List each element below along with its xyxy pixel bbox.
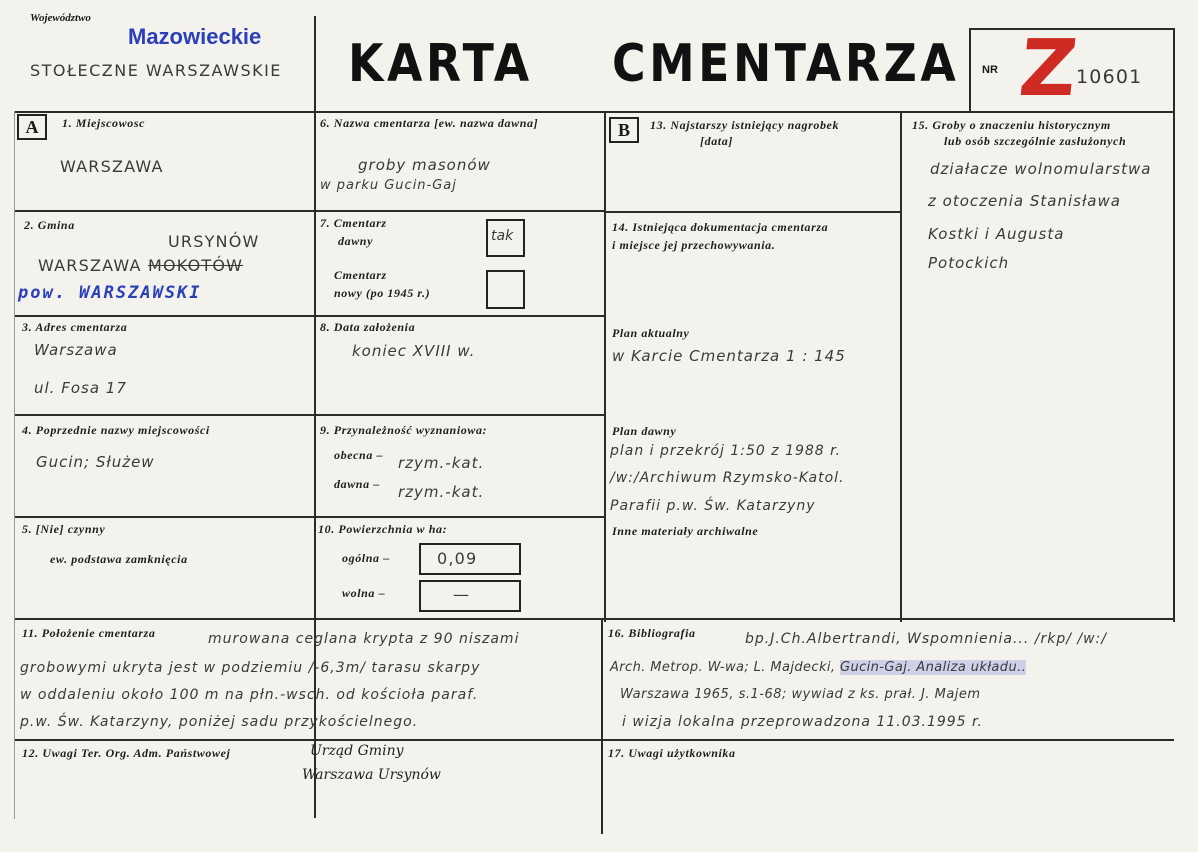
field-12-line2: Warszawa Ursynów (302, 767, 441, 783)
field-7-label: 7. Cmentarz (320, 216, 387, 230)
field-6-label: 6. Nazwa cmentarza [ew. nazwa dawna] (320, 116, 539, 130)
field-16-line2b: Gucin-Gaj. Analiza układu.. (839, 660, 1027, 675)
field-16-line2a: Arch. Metrop. W-wa; L. Majdecki, (610, 660, 840, 675)
plan-old-line3: Parafii p.w. Św. Katarzyny (610, 498, 816, 514)
field-16-line3: Warszawa 1965, s.1-68; wywiad z ks. prał. J. Majem (620, 687, 981, 702)
field-3-line2: ul. Fosa 17 (34, 379, 127, 397)
voivodeship-stamp: Mazowieckie (128, 24, 262, 49)
field-1-value: WARSZAWA (60, 157, 164, 176)
plan-current-label: Plan aktualny (612, 326, 690, 340)
nr-label: NR (982, 64, 998, 76)
total-area-box (419, 543, 521, 575)
field-7-new-label2: nowy (po 1945 r.) (334, 286, 431, 300)
field-10-total-label: ogólna – (342, 551, 390, 565)
field-15-line4: Potockich (928, 254, 1010, 272)
field-17-label: 17. Uwagi użytkownika (608, 746, 736, 760)
field-9-former-value: rzym.-kat. (398, 483, 485, 501)
field-5-sub: ew. podstawa zamknięcia (50, 552, 188, 566)
new-cemetery-checkbox (486, 270, 525, 309)
field-10-free-value: — (453, 585, 471, 604)
field-8-value: koniec XVIII w. (352, 342, 476, 360)
field-15-label: 15. Groby o znaczeniu historycznym (912, 118, 1111, 132)
field-12-line1: Urząd Gminy (310, 743, 404, 759)
old-cemetery-value: tak (491, 228, 514, 244)
field-9-current-value: rzym.-kat. (398, 454, 485, 472)
field-10-total-value: 0,09 (437, 549, 478, 568)
free-area-box (419, 580, 521, 612)
nr-letter: Z (1015, 24, 1082, 114)
plan-old-line2: /w:/Archiwum Rzymsko-Katol. (610, 470, 845, 486)
title-word-cmentarza: CMENTARZA (612, 34, 960, 94)
plan-old-line1: plan i przekrój 1:50 z 1988 r. (610, 443, 842, 459)
field-12-label: 12. Uwagi Ter. Org. Adm. Państwowej (22, 746, 231, 760)
field-8-label: 8. Data założenia (320, 320, 416, 334)
field-11-line1: murowana ceglana krypta z 90 niszami (208, 631, 520, 647)
nr-value: 10601 (1076, 66, 1143, 88)
title-word-karta: KARTA (348, 34, 533, 94)
field-9-former-label: dawna – (334, 477, 380, 491)
field-11-line2: grobowymi ukryta jest w podziemiu /-6,3m/ tarasu skarpy (20, 660, 481, 676)
field-4-value: Gucin; Służew (36, 453, 155, 471)
field-1-label: 1. Miejscowosc (62, 116, 146, 130)
field-6-line2: w parku Gucin-Gaj (320, 178, 457, 193)
field-15-line2: z otoczenia Stanisława (928, 192, 1121, 210)
field-2-value-struck: MOKOTÓW (147, 256, 244, 275)
voivodeship-old: STOŁECZNE WARSZAWSKIE (30, 61, 282, 80)
field-2-label: 2. Gmina (24, 218, 75, 232)
field-16-line1: bp.J.Ch.Albertrandi, Wspomnienia... /rkp/ /w:/ (745, 631, 1107, 647)
field-3-label: 3. Adres cmentarza (22, 320, 128, 334)
section-b-letter: B (609, 117, 639, 143)
field-2-stamp: pow. WARSZAWSKI (18, 283, 202, 303)
field-15-line1: działacze wolnomularstwa (930, 160, 1152, 178)
field-16-label: 16. Bibliografia (608, 626, 696, 640)
other-materials-label: Inne materiały archiwalne (612, 524, 759, 538)
field-13-label: 13. Najstarszy istniejący nagrobek (650, 118, 840, 132)
field-16-line4: i wizja lokalna przeprowadzona 11.03.1995 r. (622, 714, 983, 730)
field-7-label2: dawny (338, 234, 374, 248)
field-2-correction: URSYNÓW (168, 232, 260, 251)
field-5-label: 5. [Nie] czynny (22, 522, 106, 536)
field-10-label: 10. Powierzchnia w ha: (318, 522, 448, 536)
field-11-label: 11. Położenie cmentarza (22, 626, 156, 640)
field-15-line3: Kostki i Augusta (928, 225, 1065, 243)
field-9-label: 9. Przynależność wyznaniowa: (320, 423, 488, 437)
field-15-label2: lub osób szczególnie zasłużonych (944, 134, 1127, 148)
field-4-label: 4. Poprzednie nazwy miejscowości (22, 423, 210, 437)
field-16-line2 (610, 660, 1026, 675)
field-6-line1: groby masonów (358, 156, 491, 174)
field-10-free-label: wolna – (342, 586, 386, 600)
field-9-current-label: obecna – (334, 448, 384, 462)
field-14-label: 14. Istniejąca dokumentacja cmentarza (612, 220, 829, 234)
field-2-value (38, 256, 243, 275)
field-14-label2: i miejsce jej przechowywania. (612, 238, 776, 252)
voivodeship-label: Województwo (30, 12, 91, 24)
field-11-line4: p.w. Św. Katarzyny, poniżej sadu przykościelnego. (20, 714, 419, 730)
field-2-value-main: WARSZAWA (38, 256, 148, 275)
plan-old-label: Plan dawny (612, 424, 677, 438)
field-7-new-label: Cmentarz (334, 268, 387, 282)
field-13-label2: [data] (700, 134, 733, 148)
old-cemetery-checkbox (486, 219, 525, 257)
field-11-line3: w oddaleniu około 100 m na płn.-wsch. od kościoła paraf. (20, 687, 479, 703)
plan-current-value: w Karcie Cmentarza 1 : 145 (612, 347, 846, 365)
section-a-letter: A (17, 114, 47, 140)
field-3-line1: Warszawa (34, 341, 118, 359)
